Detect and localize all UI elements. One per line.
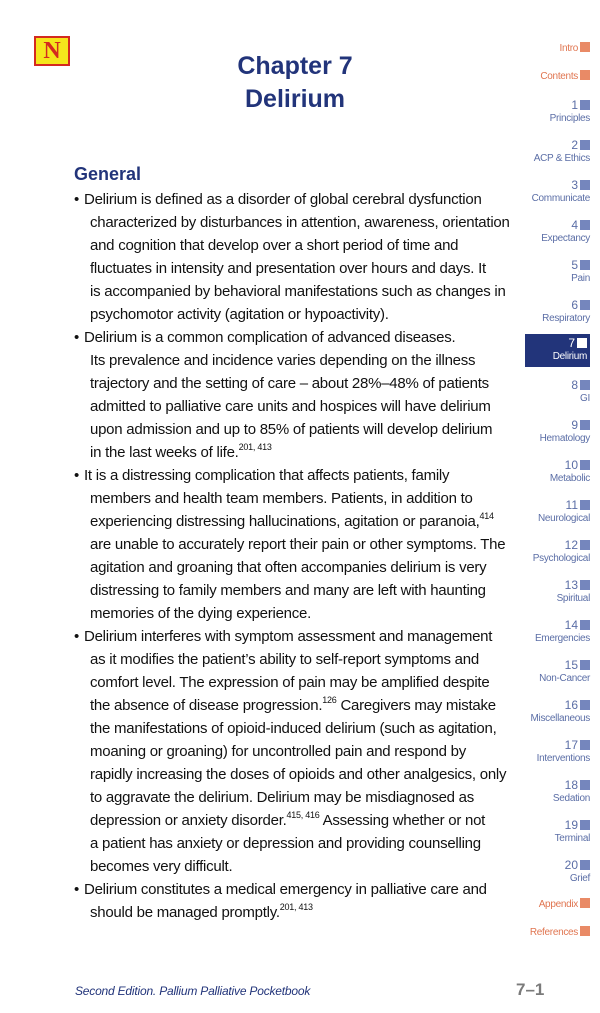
tab-square-icon <box>580 898 590 908</box>
bullet-line <box>90 510 520 533</box>
nav-tab-label-text: References <box>529 927 578 938</box>
nav-tab-number <box>565 858 590 872</box>
bullet-line <box>84 625 520 648</box>
line-text: is accompanied by behavioral manifestations such as changes in <box>90 283 506 300</box>
tab-square-icon <box>580 620 590 630</box>
bullet-line <box>90 280 520 303</box>
bullet-line <box>90 556 520 579</box>
bullet-line <box>90 349 520 372</box>
tab-square-icon <box>580 70 590 80</box>
line-text: Delirium interferes with symptom assessment and management <box>84 628 493 645</box>
nav-tab-number <box>531 698 590 712</box>
bullet-line <box>84 464 520 487</box>
bullet-line <box>90 671 520 694</box>
nav-tab-label <box>559 42 590 55</box>
nav-tab-principles[interactable] <box>550 98 590 125</box>
nav-tab-number-text: 9 <box>571 418 578 432</box>
nav-tab-label: Principles <box>549 113 590 124</box>
nav-tab-label: Communicate <box>531 193 590 204</box>
chapter-name: Delirium <box>244 85 346 113</box>
nav-tab-number <box>537 738 590 752</box>
nav-tab-number <box>541 218 590 232</box>
nav-tab-label: Miscellaneous <box>530 713 590 724</box>
nav-tab-number <box>525 336 587 350</box>
nav-tab-number-text: 6 <box>571 298 578 312</box>
line-text: should be managed promptly. <box>90 904 280 921</box>
nav-tab-number-text: 19 <box>564 818 578 832</box>
line-text: a patient has anxiety or depression and providing counselling <box>90 835 481 852</box>
nav-tab-number <box>550 458 590 472</box>
bullet-line <box>84 878 520 901</box>
nav-tab-non-cancer[interactable] <box>539 658 590 685</box>
line-text: and cognition that develop over a short period of time and <box>90 237 459 254</box>
nav-tab-label: ACP & Ethics <box>533 153 590 164</box>
line-text: depression or anxiety disorder. <box>90 812 287 829</box>
bullet-item <box>74 188 520 326</box>
reference-citation: 415, 416 <box>286 810 320 820</box>
bullet-line <box>84 326 520 349</box>
line-text: psychomotor activity (agitation or hypoactivity). <box>90 306 389 323</box>
bullet-line <box>90 395 520 418</box>
line-text: characterized by disturbances in attention, awareness, orientation <box>90 214 510 231</box>
line-text: fluctuates in intensity and presentation over hours and days. It <box>90 260 486 277</box>
nav-tab-number-text: 5 <box>571 258 578 272</box>
tab-square-icon <box>580 140 590 150</box>
nav-tab-label: Neurological <box>538 513 590 524</box>
chapter-title <box>120 50 470 116</box>
pallium-logo[interactable] <box>34 36 70 66</box>
nav-tab-label <box>540 70 590 83</box>
line-text: memories of the dying experience. <box>90 605 312 622</box>
tab-square-icon <box>580 380 590 390</box>
line-text: admitted to palliative care units and hospices will have delirium <box>90 398 491 415</box>
bullet-line <box>90 234 520 257</box>
line-text: agitation and groaning that often accompanies delirium is very <box>90 559 487 576</box>
tab-square-icon <box>580 780 590 790</box>
nav-tab-label: Psychological <box>532 553 590 564</box>
reference-citation: 126 <box>322 695 337 705</box>
nav-tab-appendix[interactable] <box>539 898 590 911</box>
bullet-line <box>90 901 520 924</box>
nav-tab-label: Terminal <box>554 833 590 844</box>
nav-tab-number <box>533 538 590 552</box>
nav-tab-number <box>571 258 590 272</box>
nav-tab-number <box>555 818 590 832</box>
nav-tab-number-text: 18 <box>564 778 578 792</box>
nav-tab-gi[interactable] <box>571 378 590 405</box>
nav-tab-number-text: 11 <box>565 498 578 512</box>
nav-tab-number-text: 17 <box>564 738 578 752</box>
nav-tab-number-text: 15 <box>564 658 578 672</box>
bullet-line <box>90 809 520 832</box>
chapter-number: Chapter 7 <box>237 52 353 80</box>
bullet-line <box>90 648 520 671</box>
line-text: Delirium is a common complication of advanced diseases. <box>84 329 456 346</box>
nav-tab-hematology[interactable] <box>540 418 590 445</box>
reference-citation: 414 <box>479 511 494 521</box>
tab-square-icon <box>580 220 590 230</box>
section-heading: General <box>74 164 142 184</box>
nav-tab-label: Respiratory <box>542 313 590 324</box>
nav-tab-expectancy[interactable] <box>541 218 590 245</box>
line-text: trajectory and the setting of care – about 28%–48% of patients <box>90 375 489 392</box>
nav-tab-sedation[interactable] <box>553 778 590 805</box>
bullet-line <box>90 763 520 786</box>
line-text: It is a distressing complication that affects patients, family <box>84 467 450 484</box>
line-tail: Caregivers may mistake <box>336 697 496 714</box>
bullet-dot: • <box>74 191 80 208</box>
nav-tab-number <box>535 618 590 632</box>
bullet-line <box>90 786 520 809</box>
nav-tab-interventions[interactable] <box>537 738 590 765</box>
nav-tab-number-text: 1 <box>571 98 578 112</box>
line-text: to aggravate the delirium. Delirium may be misdiagnosed as <box>90 789 475 806</box>
nav-tab-number-text: 16 <box>564 698 578 712</box>
bullet-line <box>90 694 520 717</box>
nav-tab-emergencies[interactable] <box>535 618 590 645</box>
tab-square-icon <box>580 420 590 430</box>
line-text: distressing to family members and many are left with haunting <box>90 582 486 599</box>
nav-tab-communicate[interactable] <box>532 178 590 205</box>
nav-tab-number <box>540 418 590 432</box>
tab-square-icon <box>580 660 590 670</box>
tab-square-icon <box>580 180 590 190</box>
nav-tab-miscellaneous[interactable] <box>531 698 590 725</box>
tab-square-icon <box>580 460 590 470</box>
nav-tab-number-text: 3 <box>571 178 578 192</box>
nav-tab-delirium[interactable] <box>525 334 590 367</box>
bullet-line <box>90 717 520 740</box>
tab-square-icon <box>580 580 590 590</box>
reference-citation: 201, 413 <box>238 442 272 452</box>
nav-tab-number-text: 10 <box>564 458 578 472</box>
bullet-line <box>90 211 520 234</box>
nav-tab-number <box>538 498 590 512</box>
line-text: the absence of disease progression. <box>90 697 323 714</box>
footer-source: Second Edition. Pallium Palliative Pocketbook <box>75 984 311 998</box>
nav-tab-spiritual[interactable] <box>557 578 590 605</box>
line-text: are unable to accurately report their pain or other symptoms. The <box>90 536 506 553</box>
nav-tab-number <box>571 378 590 392</box>
tab-square-icon <box>580 926 590 936</box>
tab-square-icon <box>577 338 587 348</box>
nav-tab-contents[interactable] <box>540 70 590 83</box>
nav-tab-label: Sedation <box>552 793 590 804</box>
nav-tab-label: Spiritual <box>556 593 590 604</box>
nav-tab-psychological[interactable] <box>533 538 590 565</box>
line-text: comfort level. The expression of pain may be amplified despite <box>90 674 490 691</box>
reference-citation: 201, 413 <box>279 902 313 912</box>
nav-tab-label: Pain <box>571 273 590 284</box>
nav-tab-label <box>539 898 590 911</box>
nav-tab-number <box>553 778 590 792</box>
line-text: becomes very difficult. <box>90 858 233 875</box>
nav-tab-terminal[interactable] <box>555 818 590 845</box>
bullet-line <box>90 441 520 464</box>
bullet-line <box>90 832 520 855</box>
nav-tab-number <box>534 138 590 152</box>
nav-tab-label: Interventions <box>536 753 590 764</box>
nav-tab-label-text: Intro <box>559 43 578 54</box>
nav-tab-metabolic[interactable] <box>550 458 590 485</box>
bullet-line <box>84 188 520 211</box>
logo-letter: N <box>43 38 61 64</box>
bullet-dot: • <box>74 881 80 898</box>
tab-square-icon <box>580 700 590 710</box>
bullet-line <box>90 602 520 625</box>
nav-tab-intro[interactable] <box>559 42 590 55</box>
nav-tab-label-text: Contents <box>540 71 578 82</box>
bullet-line <box>90 579 520 602</box>
tab-square-icon <box>580 740 590 750</box>
bullet-line <box>90 487 520 510</box>
nav-tab-number-text: 7 <box>568 336 575 350</box>
bullet-item <box>74 625 520 878</box>
nav-tab-label: Non-Cancer <box>539 673 590 684</box>
nav-tab-references[interactable] <box>530 926 590 939</box>
line-text: rapidly increasing the doses of opioids and other analgesics, only <box>90 766 507 783</box>
nav-tab-number-text: 4 <box>571 218 578 232</box>
line-text: members and health team members. Patients, in addition to <box>90 490 473 507</box>
nav-tab-label: Metabolic <box>549 473 590 484</box>
nav-tab-grief[interactable] <box>565 858 590 885</box>
line-text: Delirium is defined as a disorder of global cerebral dysfunction <box>84 191 482 208</box>
bullet-line <box>90 257 520 280</box>
tab-square-icon <box>580 500 590 510</box>
bullet-line <box>90 533 520 556</box>
bullet-list <box>74 188 520 924</box>
bullet-dot: • <box>74 467 80 484</box>
nav-tab-label: Emergencies <box>534 633 590 644</box>
line-text: moaning or groaning) for uncontrolled pain and respond by <box>90 743 467 760</box>
nav-tab-number-text: 12 <box>564 538 578 552</box>
nav-tab-label: Grief <box>569 873 590 884</box>
bullet-item <box>74 326 520 464</box>
nav-tab-number-text: 20 <box>564 858 578 872</box>
nav-tab-label: Expectancy <box>541 233 590 244</box>
bullet-line <box>90 418 520 441</box>
tab-square-icon <box>580 540 590 550</box>
nav-tab-number-text: 2 <box>571 138 578 152</box>
nav-tab-pain[interactable] <box>571 258 590 285</box>
bullet-item <box>74 464 520 625</box>
nav-tab-number <box>532 178 590 192</box>
line-text: Delirium constitutes a medical emergency in palliative care and <box>84 881 487 898</box>
page-number: 7–1 <box>516 980 545 999</box>
nav-tab-label <box>530 926 590 939</box>
nav-tab-neurological[interactable] <box>538 498 590 525</box>
nav-tab-label: GI <box>580 393 590 404</box>
nav-tab-respiratory[interactable] <box>542 298 590 325</box>
bullet-dot: • <box>74 628 80 645</box>
nav-tab-label-text: Appendix <box>538 899 578 910</box>
nav-tab-label: Hematology <box>539 433 590 444</box>
nav-tab-number-text: 13 <box>564 578 578 592</box>
line-tail: Assessing whether or not <box>319 812 486 829</box>
tab-square-icon <box>580 300 590 310</box>
nav-tab-acp-ethics[interactable] <box>534 138 590 165</box>
bullet-line <box>90 855 520 878</box>
line-text: upon admission and up to 85% of patients will develop delirium <box>90 421 493 438</box>
nav-tab-number <box>539 658 590 672</box>
bullet-dot: • <box>74 329 80 346</box>
tab-square-icon <box>580 260 590 270</box>
nav-tab-number <box>550 98 590 112</box>
line-text: the manifestations of opioid-induced delirium (such as agitation, <box>90 720 497 737</box>
bullet-line <box>90 740 520 763</box>
bullet-item <box>74 878 520 924</box>
tab-square-icon <box>580 100 590 110</box>
tab-square-icon <box>580 42 590 52</box>
nav-tab-number <box>542 298 590 312</box>
line-text: as it modifies the patient’s ability to self-report symptoms and <box>90 651 479 668</box>
tab-square-icon <box>580 820 590 830</box>
bullet-line <box>90 372 520 395</box>
main-content <box>74 162 520 924</box>
nav-tab-number <box>557 578 590 592</box>
line-text: in the last weeks of life. <box>90 444 239 461</box>
line-text: experiencing distressing hallucinations, agitation or paranoia, <box>90 513 480 530</box>
nav-tab-number-text: 14 <box>564 618 578 632</box>
tab-square-icon <box>580 860 590 870</box>
nav-tab-label: Delirium <box>552 351 587 362</box>
nav-tab-number-text: 8 <box>571 378 578 392</box>
bullet-line <box>90 303 520 326</box>
line-text: Its prevalence and incidence varies depending on the illness <box>90 352 476 369</box>
